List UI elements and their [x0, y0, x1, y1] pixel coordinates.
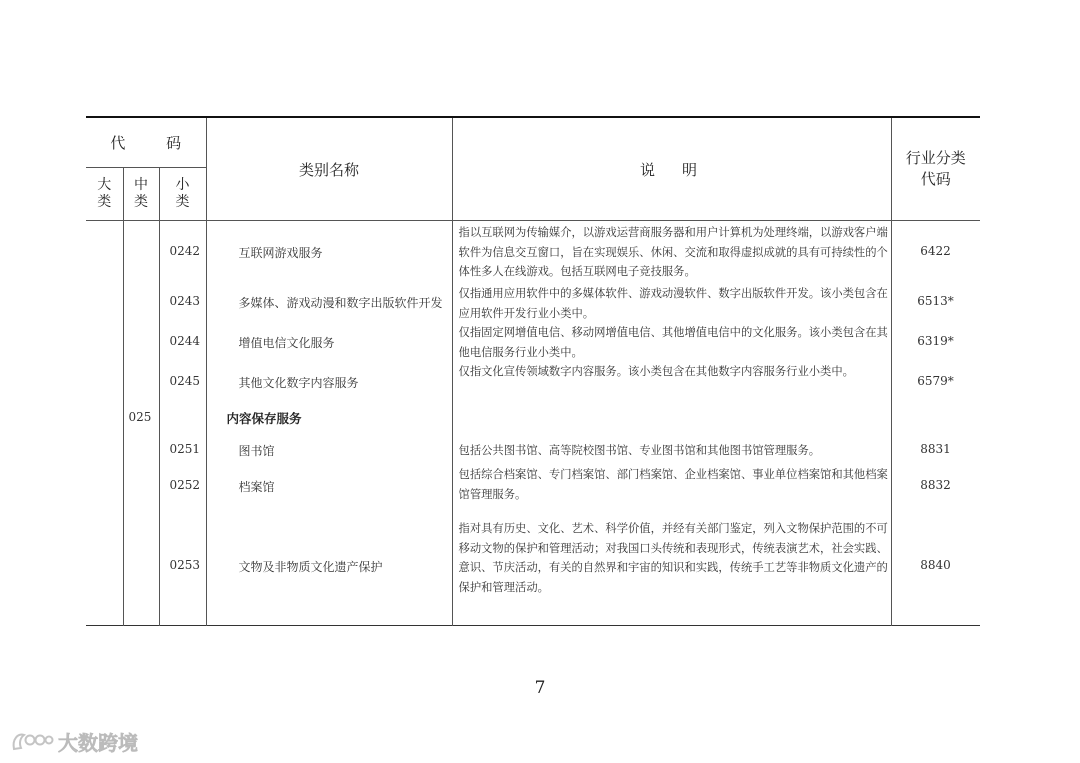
minor-code: 0251 [169, 442, 201, 456]
industry-code-column [891, 221, 980, 626]
classification-table [86, 116, 980, 626]
description-text: 仅指通用应用软件中的多媒体软件、游戏动漫软件、数字出版软件开发。该小类包含在应用软件开发行业小类中。 [458, 287, 888, 320]
minor-code: 0242 [169, 244, 201, 258]
minor-code: 0253 [169, 558, 201, 572]
page-number: 7 [534, 678, 546, 698]
header-middle: 中 类 [123, 168, 159, 221]
description-column [452, 221, 891, 626]
middle-column [123, 221, 159, 626]
description-text: 指对具有历史、文化、艺术、科学价值，并经有关部门鉴定，列入文物保护范围的不可移动文物的保护和管理活动；对我国口头传统和表现形式，传统表演艺术，社会实践、意识、节庆活动，有关的自然界和宇宙的知识和实践，传统手工艺等非物质文化遗产的保护和管理活动。 [458, 522, 888, 594]
industry-code: 6579* [917, 374, 954, 388]
description-text: 指以互联网为传输媒介，以游戏运营商服务器和用户计算机为处理终端，以游戏客户端软件为信息交互窗口，旨在实现娱乐、休闲、交流和取得虚拟成就的具有可持续性的个体性多人在线游戏。包括互联网电子竞技服务。 [458, 226, 888, 278]
industry-code: 6319* [917, 334, 954, 348]
category-name: 多媒体、游戏动漫和数字出版软件开发 [238, 296, 443, 310]
header-major: 大 类 [86, 168, 123, 221]
header-minor: 小 类 [159, 168, 206, 221]
minor-code: 0252 [169, 478, 201, 492]
header-code-group: 代 码 [86, 117, 206, 168]
category-name: 互联网游戏服务 [238, 246, 323, 260]
header-description: 说 明 [452, 117, 891, 221]
category-name: 档案馆 [238, 480, 275, 494]
watermark [10, 727, 138, 756]
minor-code: 0245 [169, 374, 201, 388]
industry-code: 6422 [920, 244, 951, 258]
watermark-text: 大数跨境 [58, 731, 138, 755]
major-column [86, 221, 123, 626]
industry-code: 8840 [920, 558, 951, 572]
category-name: 其他文化数字内容服务 [238, 376, 359, 390]
industry-code: 6513* [917, 294, 954, 308]
minor-column [159, 221, 206, 626]
description-text: 仅指固定网增值电信、移动网增值电信、其他增值电信中的文化服务。该小类包含在其他电信服务行业小类中。 [458, 326, 888, 359]
description-text: 仅指文化宣传领域数字内容服务。该小类包含在其他数字内容服务行业小类中。 [458, 365, 854, 378]
minor-code: 0244 [169, 334, 201, 348]
description-text: 包括综合档案馆、专门档案馆、部门档案馆、企业档案馆、事业单位档案馆和其他档案馆管理服务。 [458, 468, 888, 501]
minor-code: 0243 [169, 294, 201, 308]
category-name: 文物及非物质文化遗产保护 [238, 560, 383, 574]
category-name: 增值电信文化服务 [238, 336, 335, 350]
category-name-column [206, 221, 452, 626]
middle-code-025: 025 [128, 410, 152, 424]
header-category-name: 类别名称 [206, 117, 452, 221]
watermark-logo-icon [10, 729, 54, 755]
description-text: 包括公共图书馆、高等院校图书馆、专业图书馆和其他图书馆管理服务。 [458, 444, 821, 457]
industry-code: 8832 [920, 478, 951, 492]
industry-code: 8831 [920, 442, 951, 456]
header-industry-code: 行业分类 代码 [891, 117, 980, 221]
category-name: 图书馆 [238, 444, 275, 458]
category-group-name: 内容保存服务 [226, 411, 302, 426]
